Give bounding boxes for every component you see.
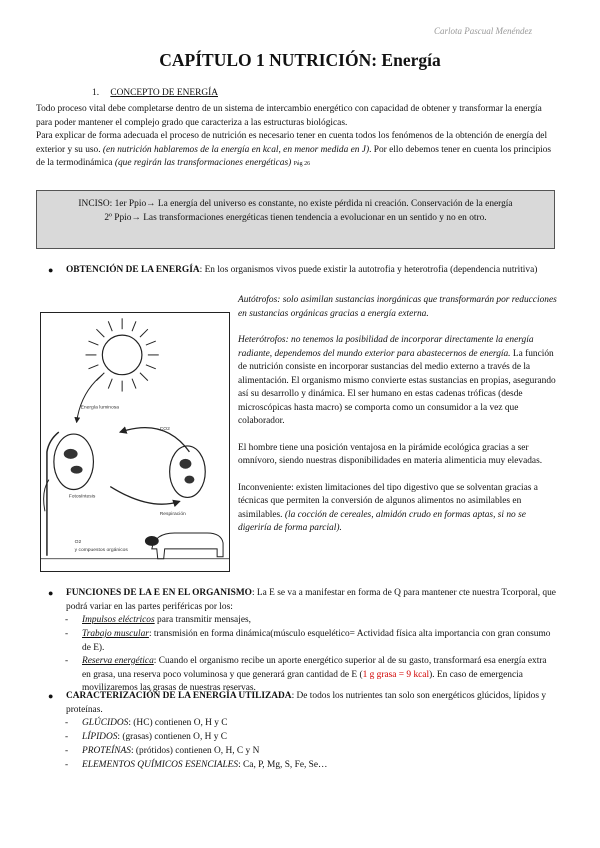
bullet-dot-icon: ● — [48, 691, 54, 701]
item-term: PROTEÍNAS — [82, 746, 131, 756]
item-term: Trabajo muscular — [82, 629, 149, 639]
list-item: - Reserva energética: Cuando el organismo recibe un aporte energético superior al de su gasto, transformará esa energía extra en grasa, una reserva poco voluminosa y que generará gran cantidad de E (1 g grasa = 9 kcal). En caso de emergencia movilizaremos las grasas de nuestras reservas. — [65, 656, 547, 693]
animal-cell-icon — [170, 446, 206, 497]
intro-text-c-italic: (que regirán las transformaciones energéticas) — [114, 158, 292, 168]
item-text-2: ). En caso de emergencia movilizaremos las grasas de nuestras reservas. — [82, 669, 523, 693]
right-column — [238, 294, 560, 549]
intro-text-b-italic: (en nutrición hablaremos de la energía en kcal, en menor medida en J) — [102, 144, 370, 155]
inconveniente-italic: (la cocción de cereales, almidón crudo en formas aptas, si no se digeriría de forma parcial). — [238, 509, 526, 533]
bullet-heading: FUNCIONES DE LA E EN EL ORGANISMO — [66, 588, 252, 598]
cow-icon — [145, 533, 223, 559]
bullet-text: : En los organismos vivos puede existir la autotrofia y heterotrofia (dependencia nutritiva) — [199, 265, 538, 275]
diagram-svg — [41, 313, 229, 571]
item-text: : transmisión en forma dinámica(músculo esquelético= Actividad física alta importancia con gran consumo de E). — [82, 629, 551, 653]
item-text: : (HC) contienen O, H y C — [128, 718, 228, 728]
list-item: - Impulsos eléctricos para transmitir mensajes, — [65, 615, 251, 625]
label-fotosintesis: Fotosíntesis — [68, 494, 96, 500]
autotrofos-paragraph: Autótrofos: solo asimilan sustancias inorgánicas que transformarán por reducciones en sustancias orgánicas gracias a energía externa. — [238, 295, 557, 319]
section-number: 1. — [92, 88, 100, 98]
bullet-dot-icon: ● — [48, 265, 54, 275]
inconveniente-text: Inconveniente: existen limitaciones del tipo digestivo que se solventan gracias a técnicas que permiten la conversión de algunos alimentos no asimilables en asimilables. — [238, 482, 538, 520]
list-item: - LÍPIDOS: (grasas) contienen O, H y C — [65, 732, 228, 742]
bullet-heading: OBTENCIÓN DE LA ENERGÍA — [66, 265, 200, 275]
inciso-line-2: 2º Ppio→ Las transformaciones energéticas tienen tendencia a evolucionar en un sentido y no en otro. — [104, 212, 487, 223]
label-energia: Energía luminosa — [80, 405, 120, 411]
heterotrofos-paragraph — [238, 334, 560, 429]
hombre-paragraph: El hombre tiene una posición ventajosa en la pirámide ecológica gracias a ser omnívoro, siendo nuestras disponibilidades en materia alimenticia muy elevadas. — [238, 442, 543, 466]
list-item: - Trabajo muscular: transmisión en forma dinámica(músculo esquelético= Actividad física alta importancia con gran consumo de E). — [65, 629, 551, 653]
inconveniente-paragraph — [238, 482, 560, 536]
light-arrow — [77, 375, 103, 422]
label-compuestos: y compuestos orgánicos — [74, 547, 128, 553]
bullet-obtencion — [48, 264, 556, 278]
list-item: - GLÚCIDOS: (HC) contienen O, H y C — [65, 718, 228, 728]
trophic-diagram — [40, 312, 230, 572]
item-text: : Cuando el organismo recibe un aporte energético superior al de su gasto, transformará esa energía extra en grasa, una reserva poco voluminosa y que generará gran cantidad de E ( — [82, 656, 547, 680]
label-o2: O2 — [74, 539, 82, 545]
author-name: Carlota Pascual Menéndez — [434, 26, 532, 36]
item-text: : Ca, P, Mg, S, Fe, Se… — [238, 760, 328, 770]
label-co2: CO2 — [159, 427, 170, 433]
inciso-box — [36, 190, 555, 249]
item-term: GLÚCIDOS — [82, 718, 129, 728]
bullet-caracterizacion — [48, 690, 556, 717]
heterotrofos-italic: Heterótrofos: no tenemos la posibilidad de incorporar directamente la energía radiante, dependemos del mundo exterior para abastecernos de energía. — [238, 335, 534, 359]
page-reference: Pág 26 — [293, 161, 311, 167]
bullet-text: : De todos los nutrientes tan solo son energéticos glúcidos, lípidos y proteínas. — [66, 691, 547, 715]
section-label: CONCEPTO DE ENERGÍA — [110, 88, 218, 98]
item-term: LÍPIDOS — [82, 732, 118, 742]
intro-text-c: . Por ello debemos tener en cuenta los principios de la termodinámica — [36, 144, 552, 168]
list-item: - ELEMENTOS QUÍMICOS ESENCIALES: Ca, P, Mg, S, Fe, Se… — [65, 760, 328, 770]
item-text: para transmitir mensajes, — [154, 615, 251, 625]
page-title: CAPÍTULO 1 NUTRICIÓN: Energía — [159, 50, 441, 70]
label-respiracion: Respiración — [159, 512, 186, 518]
o2-arrow — [110, 487, 179, 505]
section-heading — [92, 87, 218, 101]
plant-cell-icon — [54, 434, 94, 489]
heterotrofos-text: La función de nutrición consiste en incorporar sustancias del medio externo a través de la alimentación. El organismo mismo convierte estas sustancias en propias, asegurando así su desarrollo y dinámica. El ser humano en estas cadenas tróficas (desde microscópicas hasta macro) se comporta como un consumidor a la vez que colaborador. — [238, 348, 556, 426]
bullet-text: : La E se va a manifestar en forma de Q para mantener cte nuestra Tcorporal, que podrá variar en las partes periféricas por los: — [66, 588, 556, 612]
item-text: : (grasas) contienen O, H y C — [117, 732, 228, 742]
intro-text-b: Para explicar de forma adecuada el proceso de nutrición es necesario tener en cuenta todos los fenómenos de la obtención de energía del exterior y su uso. — [36, 131, 548, 155]
grasa-kcal-highlight: 1 g grasa = 9 kcal — [362, 669, 430, 680]
item-term: Reserva energética — [82, 656, 154, 666]
bullet-dot-icon: ● — [48, 588, 54, 598]
bullet-funciones — [48, 587, 556, 614]
list-item: - PROTEÍNAS: (prótidos) contienen O, H, C y N — [65, 746, 260, 756]
bullet-heading: CARACTERIZACIÓN DE LA ENERGÍA UTILIZADA — [66, 691, 292, 701]
item-term: ELEMENTOS QUÍMICOS ESENCIALES — [82, 760, 239, 770]
item-text: : (prótidos) contienen O, H, C y N — [130, 746, 260, 756]
inciso-line-1: INCISO: 1er Ppio→ La energía del universo es constante, no existe pérdida ni creación. Conservación de la energía — [78, 199, 513, 209]
intro-text-a: Todo proceso vital debe completarse dentro de un sistema de intercambio energético con capacidad de obtener y transformar la energía para poder mantener el complejo grado que caracteriza a las estructuras biológicas. — [36, 104, 542, 128]
tree-icon — [44, 432, 59, 556]
intro-paragraph — [36, 103, 556, 172]
item-term: Impulsos eléctricos — [82, 615, 155, 625]
